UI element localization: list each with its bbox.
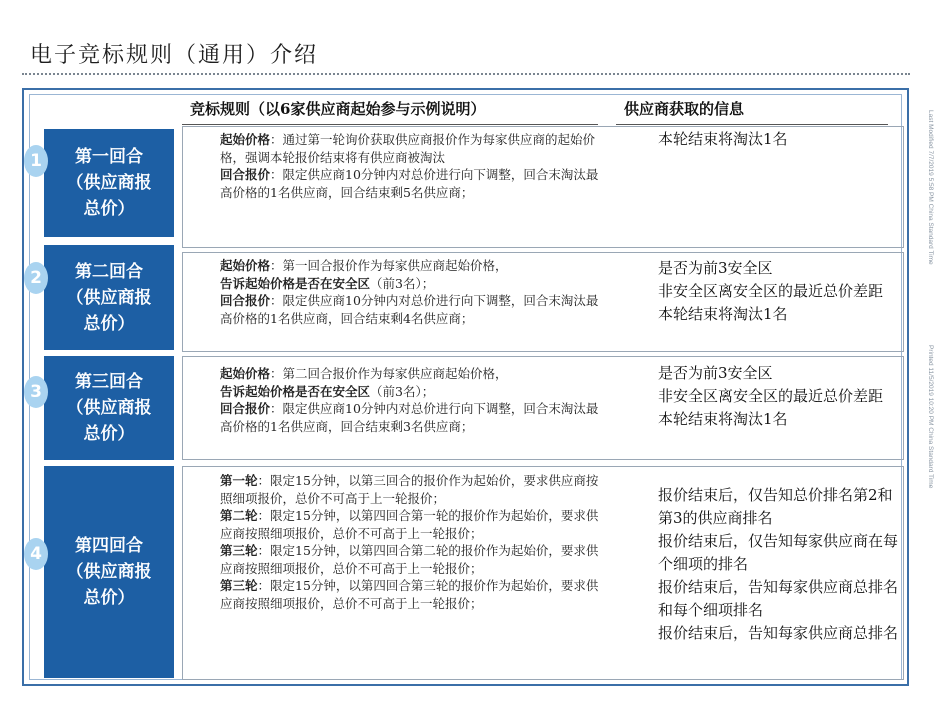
round-2-info: 是否为前3安全区 非安全区离安全区的最近总价差距 本轮结束将淘汰1名 [658, 259, 884, 323]
page-title: 电子竞标规则（通用）介绍 [30, 43, 319, 68]
round-4-badge: 4 [24, 538, 48, 570]
round-1-label: 第一回合 （供应商报 总价） [44, 129, 174, 237]
round-2-rules: 起始价格：第一回合报价作为每家供应商起始价格， 告诉起始价格是否在安全区（前3名）； 回合报价：限定供应商10分钟内对总价进行向下调整，回合末淘汰最高价格的1名供应商，回合结束剩4名供应商； [220, 258, 599, 326]
round-1-rules: 起始价格：通过第一轮询价获取供应商报价作为每家供应商的起始价格，强调本轮报价结束将有供应商被淘汰 回合报价：限定供应商10分钟内对总价进行向下调整，回合末淘汰最高价格的1名供应商，回合结束剩5名供应商； [220, 132, 599, 200]
rules-column-header: 竞标规则（以6家供应商起始参与示例说明） [190, 100, 486, 118]
round-4-label: 第四回合 （供应商报 总价） [44, 466, 174, 678]
round-2-badge: 2 [24, 262, 48, 294]
round-3-info: 是否为前3安全区 非安全区离安全区的最近总价差距 本轮结束将淘汰1名 [658, 364, 884, 428]
info-header-line [616, 124, 888, 125]
round-3-label: 第三回合 （供应商报 总价） [44, 356, 174, 460]
round-3-badge: 3 [24, 376, 48, 408]
round-3-rules: 起始价格：第二回合报价作为每家供应商起始价格， 告诉起始价格是否在安全区（前3名）； 回合报价：限定供应商10分钟内对总价进行向下调整，回合末淘汰最高价格的1名供应商，回合结束剩3名供应商； [220, 366, 599, 434]
info-column-header: 供应商获取的信息 [624, 100, 745, 118]
round-2-label: 第二回合 （供应商报 总价） [44, 245, 174, 350]
rules-header-line [182, 124, 598, 125]
side-note-modified: Last Modified 7/7/2019 5:58 PM China Standard Time [927, 110, 934, 265]
round-1-info: 本轮结束将淘汰1名 [658, 130, 788, 148]
round-4-rules: 第一轮：限定15分钟，以第三回合的报价作为起始价，要求供应商按照细项报价，总价不可高于上一轮报价； 第二轮：限定15分钟，以第四回合第一轮的报价作为起始价，要求供应商按照细项报价，总价不可高于上一轮报价； 第三轮：限定15分钟，以第四回合第二轮的报价作为起始价，要求供应商按照细项报价，总价不可高于上一轮报价； 第三轮：限定15分钟，以第四回合第三轮的报价作为起始价，要求供应商按照细项报价，总价不可高于上一轮报价； [220, 473, 599, 611]
round-1-badge: 1 [24, 145, 48, 177]
round-4-info: 报价结束后，仅告知总价排名第2和第3的供应商排名 报价结束后，仅告知每家供应商在每个细项的排名 报价结束后，告知每家供应商总排名和每个细项排名 报价结束后，告知每家供应商总排名 [658, 486, 899, 642]
title-divider [22, 73, 910, 75]
side-note-printed: Printed 11/5/2019 10:20 PM China Standard Time [927, 345, 934, 489]
